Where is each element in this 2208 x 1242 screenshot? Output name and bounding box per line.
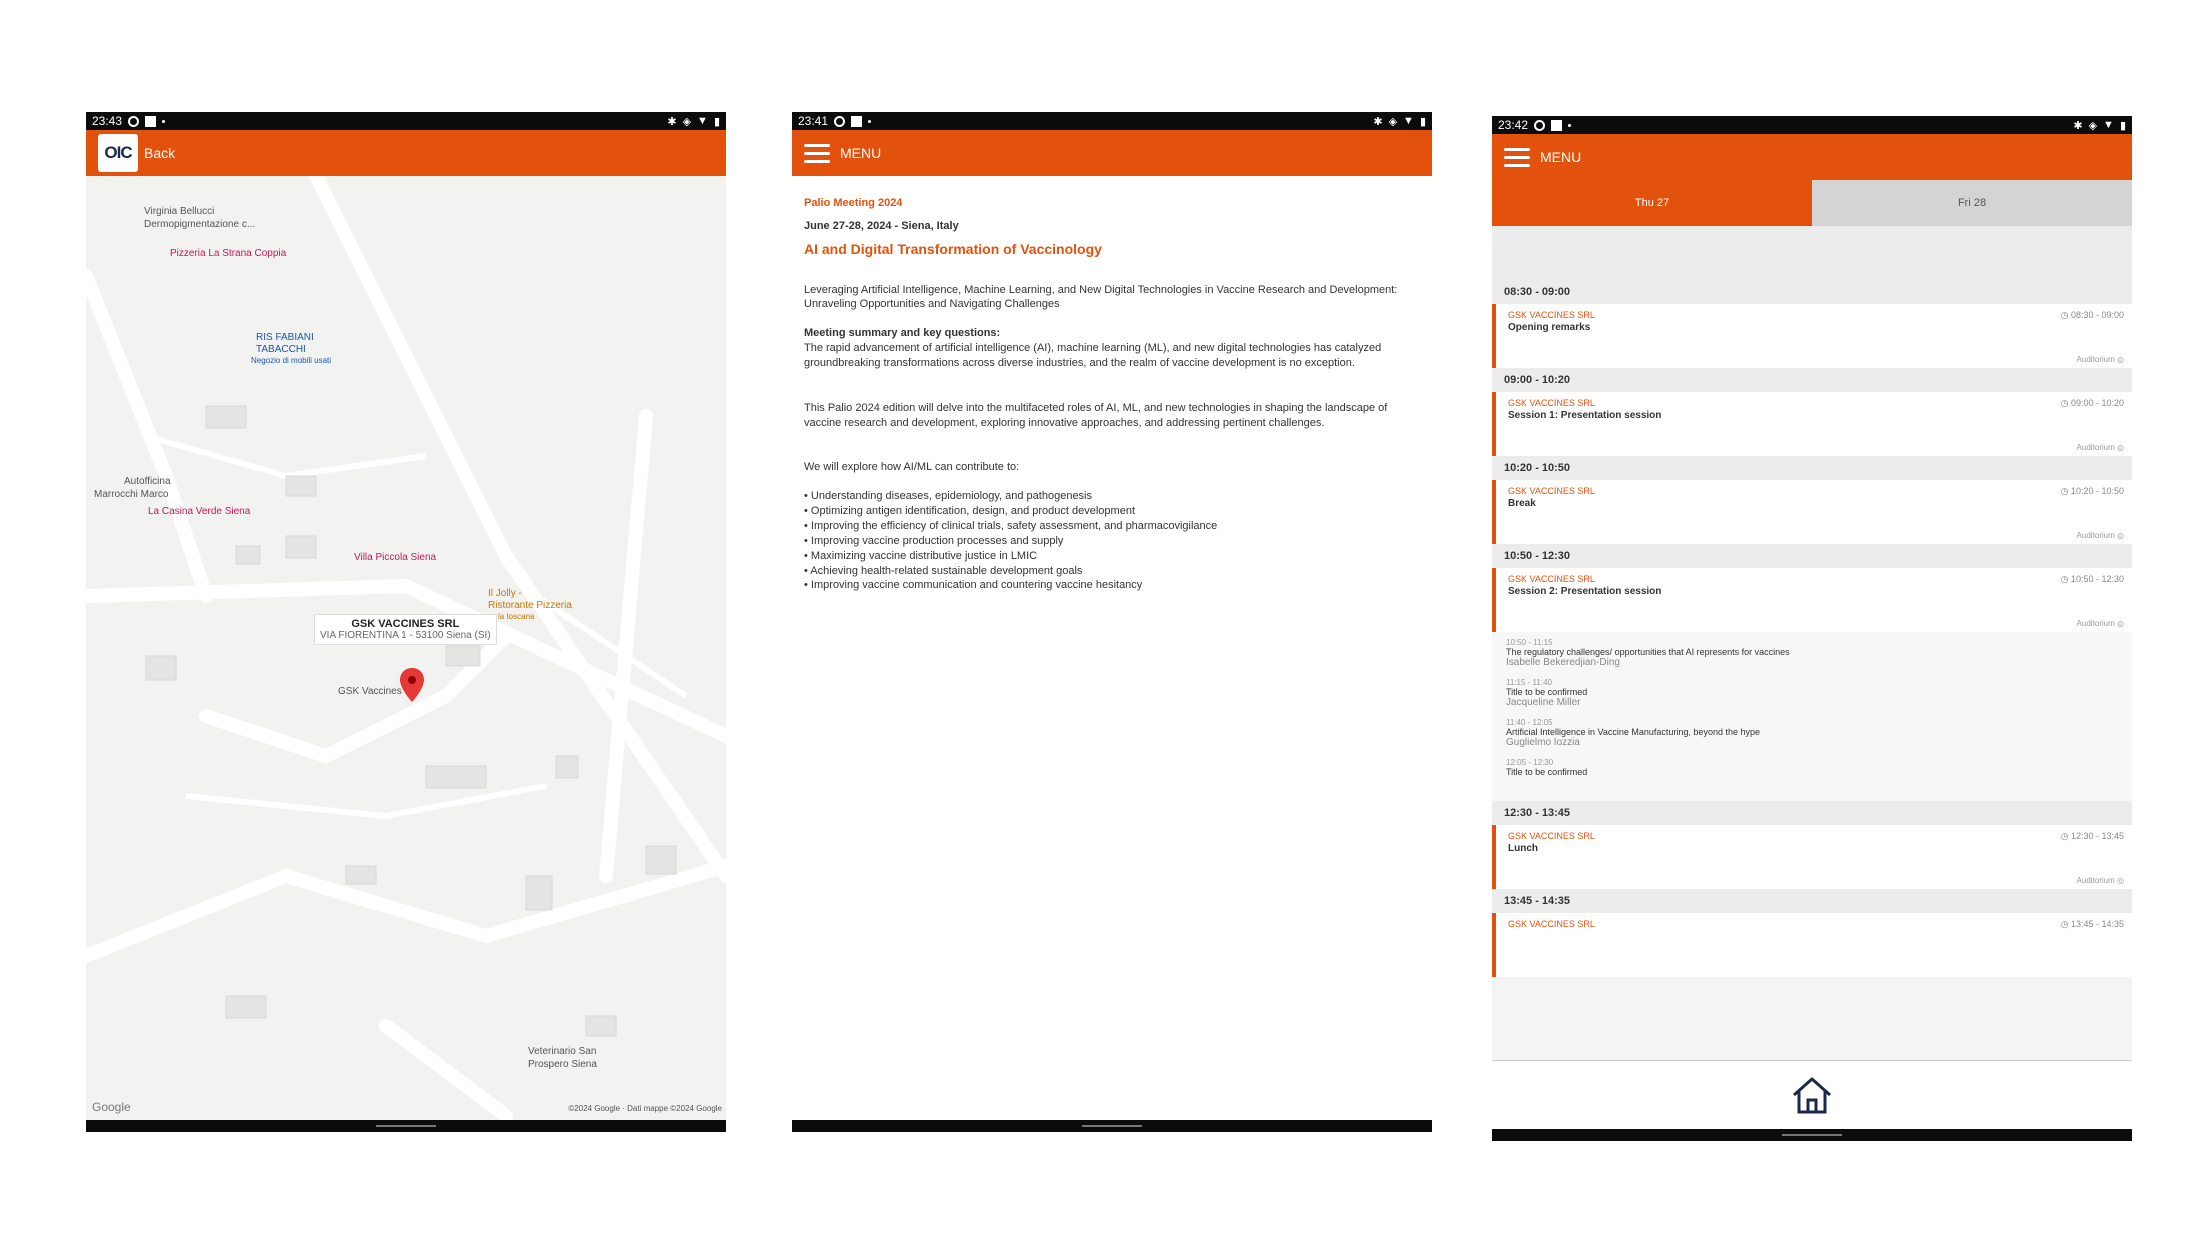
location-icon: ◎ xyxy=(2114,531,2124,540)
explore-text: We will explore how AI/ML can contribute to: xyxy=(804,461,1020,474)
clock-icon: ◷ xyxy=(2060,486,2071,496)
talk-title: Title to be confirmed xyxy=(1506,767,1588,777)
summary-text: The rapid advancement of artificial intelligence (AI), machine learning (ML), and new digital technologies has catalyzed groundbreaking transformations across diverse industries, and the realm of vaccine development is no exception. xyxy=(804,342,1382,369)
session-card[interactable] xyxy=(1492,480,2132,544)
session-org: GSK VACCINES SRL xyxy=(1508,486,1595,496)
session-name: Session 2: Presentation session xyxy=(1508,586,1662,597)
do-not-disturb-icon xyxy=(1534,120,1545,131)
talk-item[interactable] xyxy=(1506,718,2118,748)
session-time-text: 10:50 - 12:30 xyxy=(2070,574,2124,584)
session-name: Session 1: Presentation session xyxy=(1508,410,1662,421)
talk-speaker: Guglielmo Iozzia xyxy=(1506,737,1580,748)
topics-list xyxy=(804,489,1420,593)
session-time-text: 12:30 - 13:45 xyxy=(2070,831,2124,841)
google-logo: Google xyxy=(92,1100,131,1114)
status-bar xyxy=(1492,116,2132,134)
place-name: GSK VACCINES SRL xyxy=(351,618,460,630)
session-time xyxy=(2061,831,2124,842)
map-label-marrocchi: Marrocchi Marco xyxy=(94,489,169,500)
gesture-bar xyxy=(792,1120,1432,1132)
menu-icon[interactable] xyxy=(804,144,830,163)
session-org: GSK VACCINES SRL xyxy=(1508,310,1595,320)
battery-icon: ▮ xyxy=(713,115,720,128)
session-card[interactable] xyxy=(1492,913,2132,977)
app-logo: OIC xyxy=(98,134,138,172)
session-time-text: 08:30 - 09:00 xyxy=(2070,310,2124,320)
meeting-dates: June 27-28, 2024 - Siena, Italy xyxy=(804,219,959,232)
session-name: Opening remarks xyxy=(1508,322,1591,333)
location-icon: ◎ xyxy=(2114,355,2124,364)
session-org: GSK VACCINES SRL xyxy=(1508,574,1595,584)
meeting-name: Palio Meeting 2024 xyxy=(804,197,903,209)
session-card[interactable] xyxy=(1492,392,2132,456)
slot-time-header: 13:45 - 14:35 xyxy=(1492,889,2132,913)
session-room xyxy=(2077,443,2124,452)
wifi-icon: ▼ xyxy=(1403,115,1414,127)
session-time xyxy=(2061,574,2124,585)
location-icon: ◎ xyxy=(2114,443,2124,452)
menu-label[interactable]: MENU xyxy=(1540,149,1582,165)
talk-time: 10:50 - 11:15 xyxy=(1506,638,1553,647)
talk-item[interactable] xyxy=(1506,638,2118,668)
battery-icon: ▮ xyxy=(1419,115,1426,128)
talk-title: Title to be confirmed xyxy=(1506,687,1588,697)
do-not-disturb-icon xyxy=(128,116,139,127)
session-room xyxy=(2077,619,2124,628)
session-org: GSK VACCINES SRL xyxy=(1508,831,1595,841)
session-time xyxy=(2061,486,2124,497)
slot-time-header: 10:20 - 10:50 xyxy=(1492,456,2132,480)
clock-icon: ◷ xyxy=(2060,919,2071,929)
map-place-card[interactable] xyxy=(314,614,497,645)
list-item: • Improving vaccine production processes and supply xyxy=(804,534,1064,547)
session-name: Break xyxy=(1508,498,1536,509)
map-label-gsk: GSK Vaccines xyxy=(338,686,402,697)
dot-icon xyxy=(868,120,871,123)
talk-time: 11:15 - 11:40 xyxy=(1506,678,1552,687)
status-time: 23:43 xyxy=(92,114,123,128)
map-label-pizzeria: Pizzeria La Strana Coppia xyxy=(170,248,287,259)
session-room-text: Auditorium xyxy=(2076,443,2115,452)
vibrate-icon: ◈ xyxy=(2088,119,2098,132)
talk-item[interactable] xyxy=(1506,758,2118,777)
session-time xyxy=(2061,310,2124,321)
wifi-icon: ▼ xyxy=(697,115,708,127)
session-room-text: Auditorium xyxy=(2076,876,2115,885)
status-bar xyxy=(792,112,1432,130)
slot-time-header: 12:30 - 13:45 xyxy=(1492,801,2132,825)
bluetooth-icon: ✱ xyxy=(1373,115,1383,128)
session-time-text: 13:45 - 14:35 xyxy=(2070,919,2124,929)
map-label-casina: La Casina Verde Siena xyxy=(148,506,251,517)
location-pin-icon[interactable] xyxy=(400,668,424,702)
agenda-list[interactable] xyxy=(1492,280,2132,1080)
session-room-text: Auditorium xyxy=(2076,531,2115,540)
about-content xyxy=(792,176,1432,613)
gesture-bar xyxy=(1492,1129,2132,1141)
bluetooth-icon: ✱ xyxy=(667,115,677,128)
edition-text: This Palio 2024 edition will delve into the multifaceted roles of AI, ML, and new technologies in shaping the landscape of vaccine research and development, exploring innovative approaches, and addressing pertinent challenges. xyxy=(804,401,1388,429)
map-roads xyxy=(86,176,726,1126)
map-label-dermo: Dermopigmentazione c... xyxy=(144,219,256,230)
intro-line-2: Unraveling Opportunities and Navigating Challenges xyxy=(804,298,1060,311)
talk-speaker: Isabelle Bekeredjian-Ding xyxy=(1506,657,1620,668)
app-bar xyxy=(86,130,726,176)
notification-icon xyxy=(145,116,156,127)
gesture-bar xyxy=(86,1120,726,1132)
tab-fri[interactable]: Fri 28 xyxy=(1812,180,2132,226)
map-label-vigna: Virginia Bellucci xyxy=(144,206,215,217)
session-room xyxy=(2077,876,2124,885)
map-label-villa: Villa Piccola Siena xyxy=(354,552,437,563)
map-view[interactable] xyxy=(86,176,726,1126)
notification-icon xyxy=(851,116,862,127)
session-time xyxy=(2061,919,2124,930)
clock-icon: ◷ xyxy=(2060,310,2071,320)
battery-icon: ▮ xyxy=(2119,119,2126,132)
talk-time: 12:05 - 12:30 xyxy=(1506,758,1554,767)
do-not-disturb-icon xyxy=(834,116,845,127)
session-room-text: Auditorium xyxy=(2076,619,2115,628)
map-copyright: ©2024 Google · Dati mappe ©2024 Google xyxy=(568,1104,722,1113)
vibrate-icon: ◈ xyxy=(682,115,692,128)
list-item: • Optimizing antigen identification, design, and product development xyxy=(804,505,1135,518)
session-room-text: Auditorium xyxy=(2076,355,2115,364)
back-button[interactable]: Back xyxy=(144,145,176,161)
dot-icon xyxy=(162,120,165,123)
app-bar xyxy=(792,130,1432,176)
status-time: 23:42 xyxy=(1498,118,1529,132)
home-icon[interactable] xyxy=(1790,1075,1834,1115)
list-item: • Improving the efficiency of clinical trials, safety assessment, and pharmacovigilance xyxy=(804,520,1218,533)
dot-icon xyxy=(1568,124,1571,127)
place-address: VIA FIORENTINA 1 - 53100 Siena (SI) xyxy=(320,630,491,641)
app-bar xyxy=(1492,134,2132,180)
list-item: • Improving vaccine communication and countering vaccine hesitancy xyxy=(804,579,1143,592)
map-label-jolly2: Ristorante Pizzeria xyxy=(488,600,572,611)
summary-heading: Meeting summary and key questions: xyxy=(804,327,1001,340)
slot-time-header: 09:00 - 10:20 xyxy=(1492,368,2132,392)
map-label-ris: RIS FABIANI xyxy=(256,332,314,343)
about-screen xyxy=(792,112,1432,1132)
menu-icon[interactable] xyxy=(1504,148,1530,167)
talk-time: 11:40 - 12:05 xyxy=(1506,718,1553,727)
session-card[interactable] xyxy=(1492,825,2132,889)
session-room xyxy=(2077,355,2124,364)
wifi-icon: ▼ xyxy=(2103,119,2114,131)
map-label-negozio: Negozio di mobili usati xyxy=(251,356,332,365)
list-item: • Achieving health-related sustainable development goals xyxy=(804,564,1083,577)
status-time: 23:41 xyxy=(798,114,829,128)
session-time-text: 09:00 - 10:20 xyxy=(2070,398,2124,408)
notification-icon xyxy=(1551,120,1562,131)
session-org: GSK VACCINES SRL xyxy=(1508,398,1595,408)
spacer xyxy=(1492,226,2132,280)
map-label-prospero: Prospero Siena xyxy=(528,1059,597,1070)
tab-thu[interactable]: Thu 27 xyxy=(1492,180,1812,226)
status-bar xyxy=(86,112,726,130)
slot-time-header: 10:50 - 12:30 xyxy=(1492,544,2132,568)
slot-time-header: 08:30 - 09:00 xyxy=(1492,280,2132,304)
day-tabs xyxy=(1492,180,2132,226)
map-label-veterinario: Veterinario San xyxy=(528,1046,597,1057)
clock-icon: ◷ xyxy=(2060,831,2071,841)
map-label-jolly3: la toscana xyxy=(498,612,535,621)
clock-icon: ◷ xyxy=(2060,574,2071,584)
session-talks xyxy=(1492,632,2132,801)
menu-label[interactable]: MENU xyxy=(840,145,882,161)
map-screen xyxy=(86,112,726,1132)
list-item: • Maximizing vaccine distributive justice in LMIC xyxy=(804,549,1038,562)
session-time-text: 10:20 - 10:50 xyxy=(2070,486,2124,496)
vibrate-icon: ◈ xyxy=(1388,115,1398,128)
talk-title: Artificial Intelligence in Vaccine Manufacturing, beyond the hype xyxy=(1506,727,1760,737)
session-room xyxy=(2077,531,2124,540)
map-label-tabacchi: TABACCHI xyxy=(256,344,306,355)
session-card[interactable] xyxy=(1492,568,2132,632)
talk-item[interactable] xyxy=(1506,678,2118,708)
clock-icon: ◷ xyxy=(2060,398,2071,408)
session-card[interactable] xyxy=(1492,304,2132,368)
session-org: GSK VACCINES SRL xyxy=(1508,919,1595,929)
list-item: • Understanding diseases, epidemiology, and pathogenesis xyxy=(804,490,1093,503)
map-label-auto: Autofficina xyxy=(124,476,171,487)
meeting-title: AI and Digital Transformation of Vaccinology xyxy=(804,240,1102,257)
session-name: Lunch xyxy=(1508,843,1538,854)
intro-line-1: Leveraging Artificial Intelligence, Machine Learning, and New Digital Technologies in Vaccine Research and Development: xyxy=(804,283,1398,296)
talk-title: The regulatory challenges/ opportunities that AI represents for vaccines xyxy=(1506,647,1790,657)
bottom-nav xyxy=(1492,1060,2132,1129)
talk-speaker: Jacqueline Miller xyxy=(1506,697,1581,708)
location-icon: ◎ xyxy=(2114,619,2124,628)
bluetooth-icon: ✱ xyxy=(2073,119,2083,132)
location-icon: ◎ xyxy=(2114,876,2124,885)
agenda-screen xyxy=(1492,116,2132,1141)
session-time xyxy=(2061,398,2124,409)
map-label-jolly: Il Jolly - xyxy=(488,588,522,599)
